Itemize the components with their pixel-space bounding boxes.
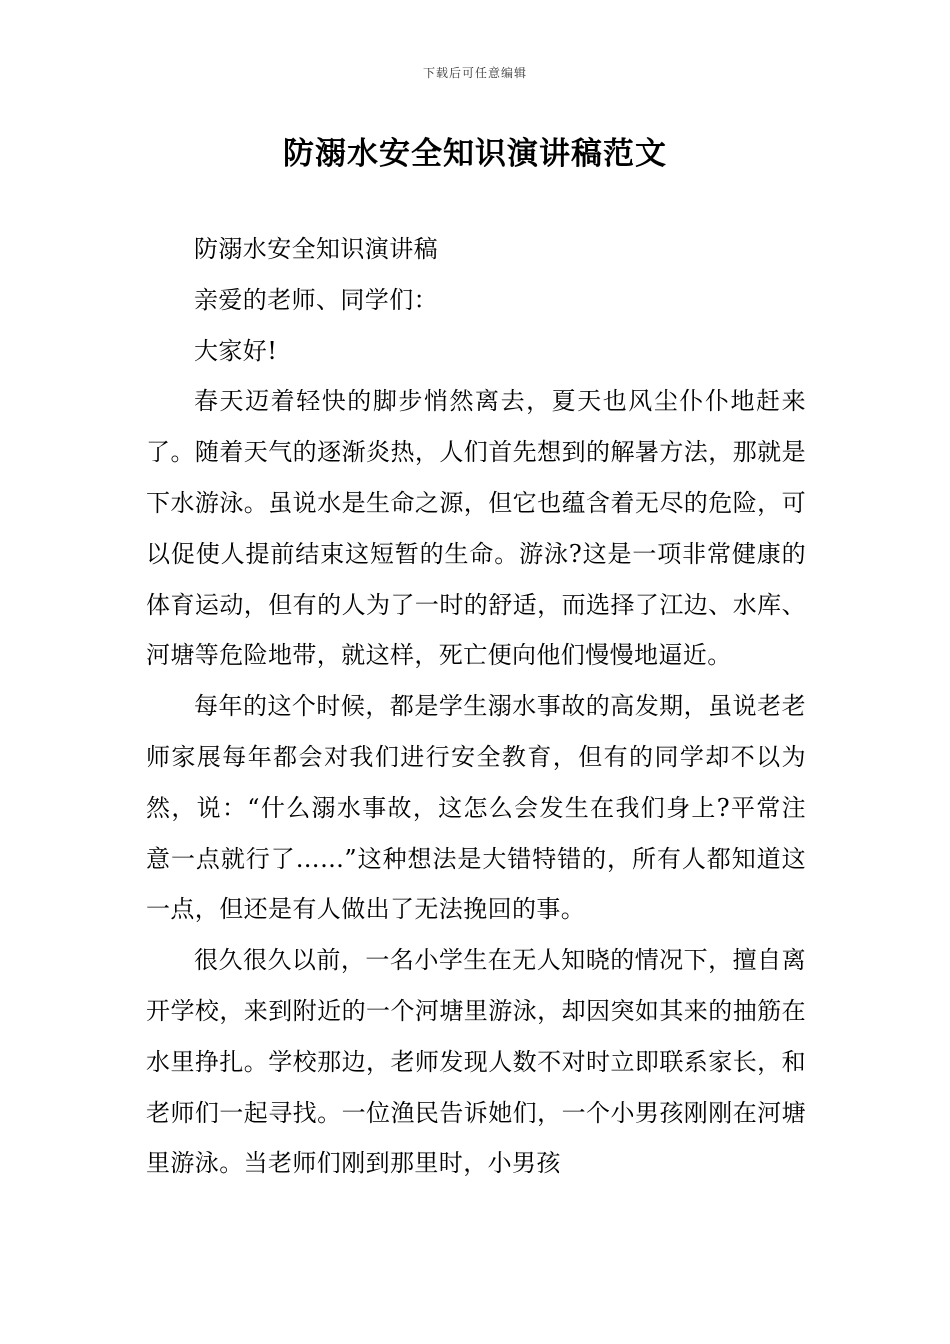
paragraph-body: 很久很久以前，一名小学生在无人知晓的情况下，擅自离开学校，来到附近的一个河塘里游泳，却因突如其来的抽筋在水里挣扎。学校那边，老师发现人数不对时立即联系家长，和老师们一起寻找。一位渔民告诉她们，一个小男孩刚刚在河塘里游泳。当老师们刚到那里时，小男孩 [146,946,806,1178]
paragraph-subtitle: 防溺水安全知识演讲稿 [194,235,438,263]
paragraph-salutation: 亲爱的老师、同学们： [194,285,438,314]
document-title: 防溺水安全知识演讲稿范文 [283,136,667,172]
document-body [146,224,806,1189]
paragraph-body: 每年的这个时候，都是学生溺水事故的高发期，虽说老老师家展每年都会对我们进行安全教育，但有的同学却不以为然，说：“什么溺水事故，这怎么会发生在我们身上?平常注意一点就行了……”这种想法是大错特错的，所有人都知道这一点，但还是有人做出了无法挽回的事。 [146,692,806,924]
paragraph-body: 春天迈着轻快的脚步悄然离去，夏天也风尘仆仆地赶来了。随着天气的逐渐炎热，人们首先想到的解暑方法，那就是下水游泳。虽说水是生命之源，但它也蕴含着无尽的危险，可以促使人提前结束这短暂的生命。游泳?这是一项非常健康的体育运动，但有的人为了一时的舒适，而选择了江边、水库、河塘等危险地带，就这样，死亡便向他们慢慢地逼近。 [146,387,806,670]
header-note: 下载后可任意编辑 [422,66,527,80]
paragraph-greeting: 大家好! [194,336,278,365]
